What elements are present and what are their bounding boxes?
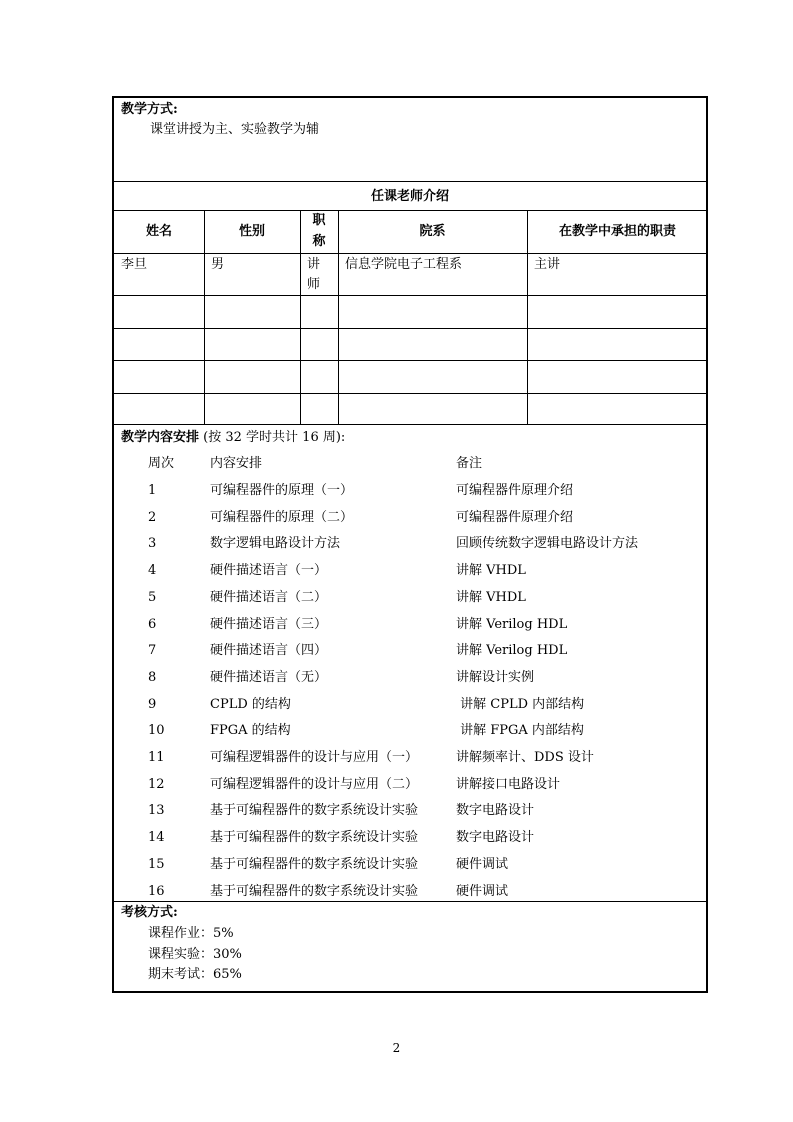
assessment-item: 期末考试：65% <box>148 967 242 982</box>
teacher-title-top: 讲 <box>307 257 321 272</box>
schedule-remark: 数字电路设计 <box>456 803 535 818</box>
divider <box>114 253 706 254</box>
schedule-remark: 讲解 CPLD 内部结构 <box>456 697 585 712</box>
schedule-content: 硬件描述语言（四） <box>210 643 328 658</box>
divider <box>114 181 706 182</box>
header-title-top: 职 <box>312 213 326 228</box>
schedule-content: 基于可编程器件的数字系统设计实验 <box>210 830 419 845</box>
teacher-name: 李旦 <box>121 257 148 272</box>
schedule-remark: 讲解接口电路设计 <box>456 777 561 792</box>
divider <box>114 295 706 296</box>
header-name: 姓名 <box>145 224 172 239</box>
schedule-content: 可编程器件的原理（一） <box>210 483 354 498</box>
schedule-content: 硬件描述语言（无） <box>210 670 328 685</box>
schedule-remark: 讲解 FPGA 内部结构 <box>456 723 584 738</box>
schedule-remark: 可编程器件原理介绍 <box>456 510 574 525</box>
schedule-content: 可编程逻辑器件的设计与应用（二） <box>210 777 419 792</box>
schedule-week: 7 <box>148 643 157 658</box>
header-dept: 院系 <box>419 224 446 239</box>
schedule-content: FPGA 的结构 <box>210 723 291 738</box>
schedule-remark: 讲解 VHDL <box>456 563 526 578</box>
schedule-content: 数字逻辑电路设计方法 <box>210 536 341 551</box>
page-number: 2 <box>392 1041 401 1055</box>
teacher-title-bottom: 师 <box>307 277 321 292</box>
divider <box>114 393 706 394</box>
schedule-remark: 可编程器件原理介绍 <box>456 483 574 498</box>
divider <box>114 360 706 361</box>
divider <box>114 210 706 211</box>
teacher-gender: 男 <box>211 257 225 272</box>
schedule-remark: 讲解 VHDL <box>456 590 526 605</box>
divider <box>114 424 706 425</box>
schedule-week: 12 <box>148 777 165 792</box>
schedule-week: 14 <box>148 830 165 845</box>
column-divider <box>527 210 528 424</box>
schedule-week: 3 <box>148 536 157 551</box>
schedule-week: 5 <box>148 590 157 605</box>
schedule-week: 11 <box>148 750 165 765</box>
header-title-bottom: 称 <box>312 234 326 249</box>
schedule-col-remark: 备注 <box>456 456 483 471</box>
schedule-remark: 硬件调试 <box>456 857 509 872</box>
divider <box>114 328 706 329</box>
schedule-content: 硬件描述语言（一） <box>210 563 328 578</box>
header-role: 在教学中承担的职责 <box>558 224 676 239</box>
schedule-week: 9 <box>148 697 157 712</box>
schedule-remark: 回顾传统数字逻辑电路设计方法 <box>456 536 639 551</box>
schedule-remark: 讲解 Verilog HDL <box>456 643 568 658</box>
teacher-dept: 信息学院电子工程系 <box>345 257 463 272</box>
schedule-remark: 数字电路设计 <box>456 830 535 845</box>
header-gender: 性别 <box>238 224 265 239</box>
method-body: 课堂讲授为主、实验教学为辅 <box>150 122 320 137</box>
schedule-content: 可编程逻辑器件的设计与应用（一） <box>210 750 419 765</box>
teachers-title: 任课老师介绍 <box>370 189 449 204</box>
assessment-item: 课程作业：5% <box>148 926 234 941</box>
divider <box>114 901 706 902</box>
schedule-heading-note: (按 32 学时共计 16 周): <box>203 430 346 445</box>
schedule-content: 基于可编程器件的数字系统设计实验 <box>210 803 419 818</box>
schedule-week: 4 <box>148 563 157 578</box>
schedule-week: 10 <box>148 723 165 738</box>
document-table <box>112 96 708 993</box>
schedule-week: 6 <box>148 617 157 632</box>
schedule-content: 可编程器件的原理（二） <box>210 510 354 525</box>
schedule-week: 1 <box>148 483 157 498</box>
assessment-item: 课程实验：30% <box>148 947 242 962</box>
schedule-content: CPLD 的结构 <box>210 697 291 712</box>
schedule-heading-bold: 教学内容安排 <box>121 430 200 445</box>
column-divider <box>338 210 339 424</box>
column-divider <box>204 210 205 424</box>
assessment-heading: 考核方式: <box>121 905 178 920</box>
schedule-col-content: 内容安排 <box>210 456 263 471</box>
schedule-remark: 讲解设计实例 <box>456 670 535 685</box>
schedule-content: 硬件描述语言（二） <box>210 590 328 605</box>
schedule-week: 15 <box>148 857 165 872</box>
schedule-remark: 讲解 Verilog HDL <box>456 617 568 632</box>
method-heading: 教学方式: <box>121 102 178 117</box>
schedule-content: 基于可编程器件的数字系统设计实验 <box>210 884 419 899</box>
teacher-role: 主讲 <box>534 257 561 272</box>
schedule-remark: 讲解频率计、DDS 设计 <box>456 750 594 765</box>
schedule-week: 8 <box>148 670 157 685</box>
schedule-content: 硬件描述语言（三） <box>210 617 328 632</box>
schedule-week: 2 <box>148 510 157 525</box>
schedule-col-week: 周次 <box>148 456 175 471</box>
schedule-content: 基于可编程器件的数字系统设计实验 <box>210 857 419 872</box>
schedule-remark: 硬件调试 <box>456 884 509 899</box>
schedule-week: 13 <box>148 803 165 818</box>
schedule-week: 16 <box>148 884 165 899</box>
schedule-heading <box>121 430 345 446</box>
